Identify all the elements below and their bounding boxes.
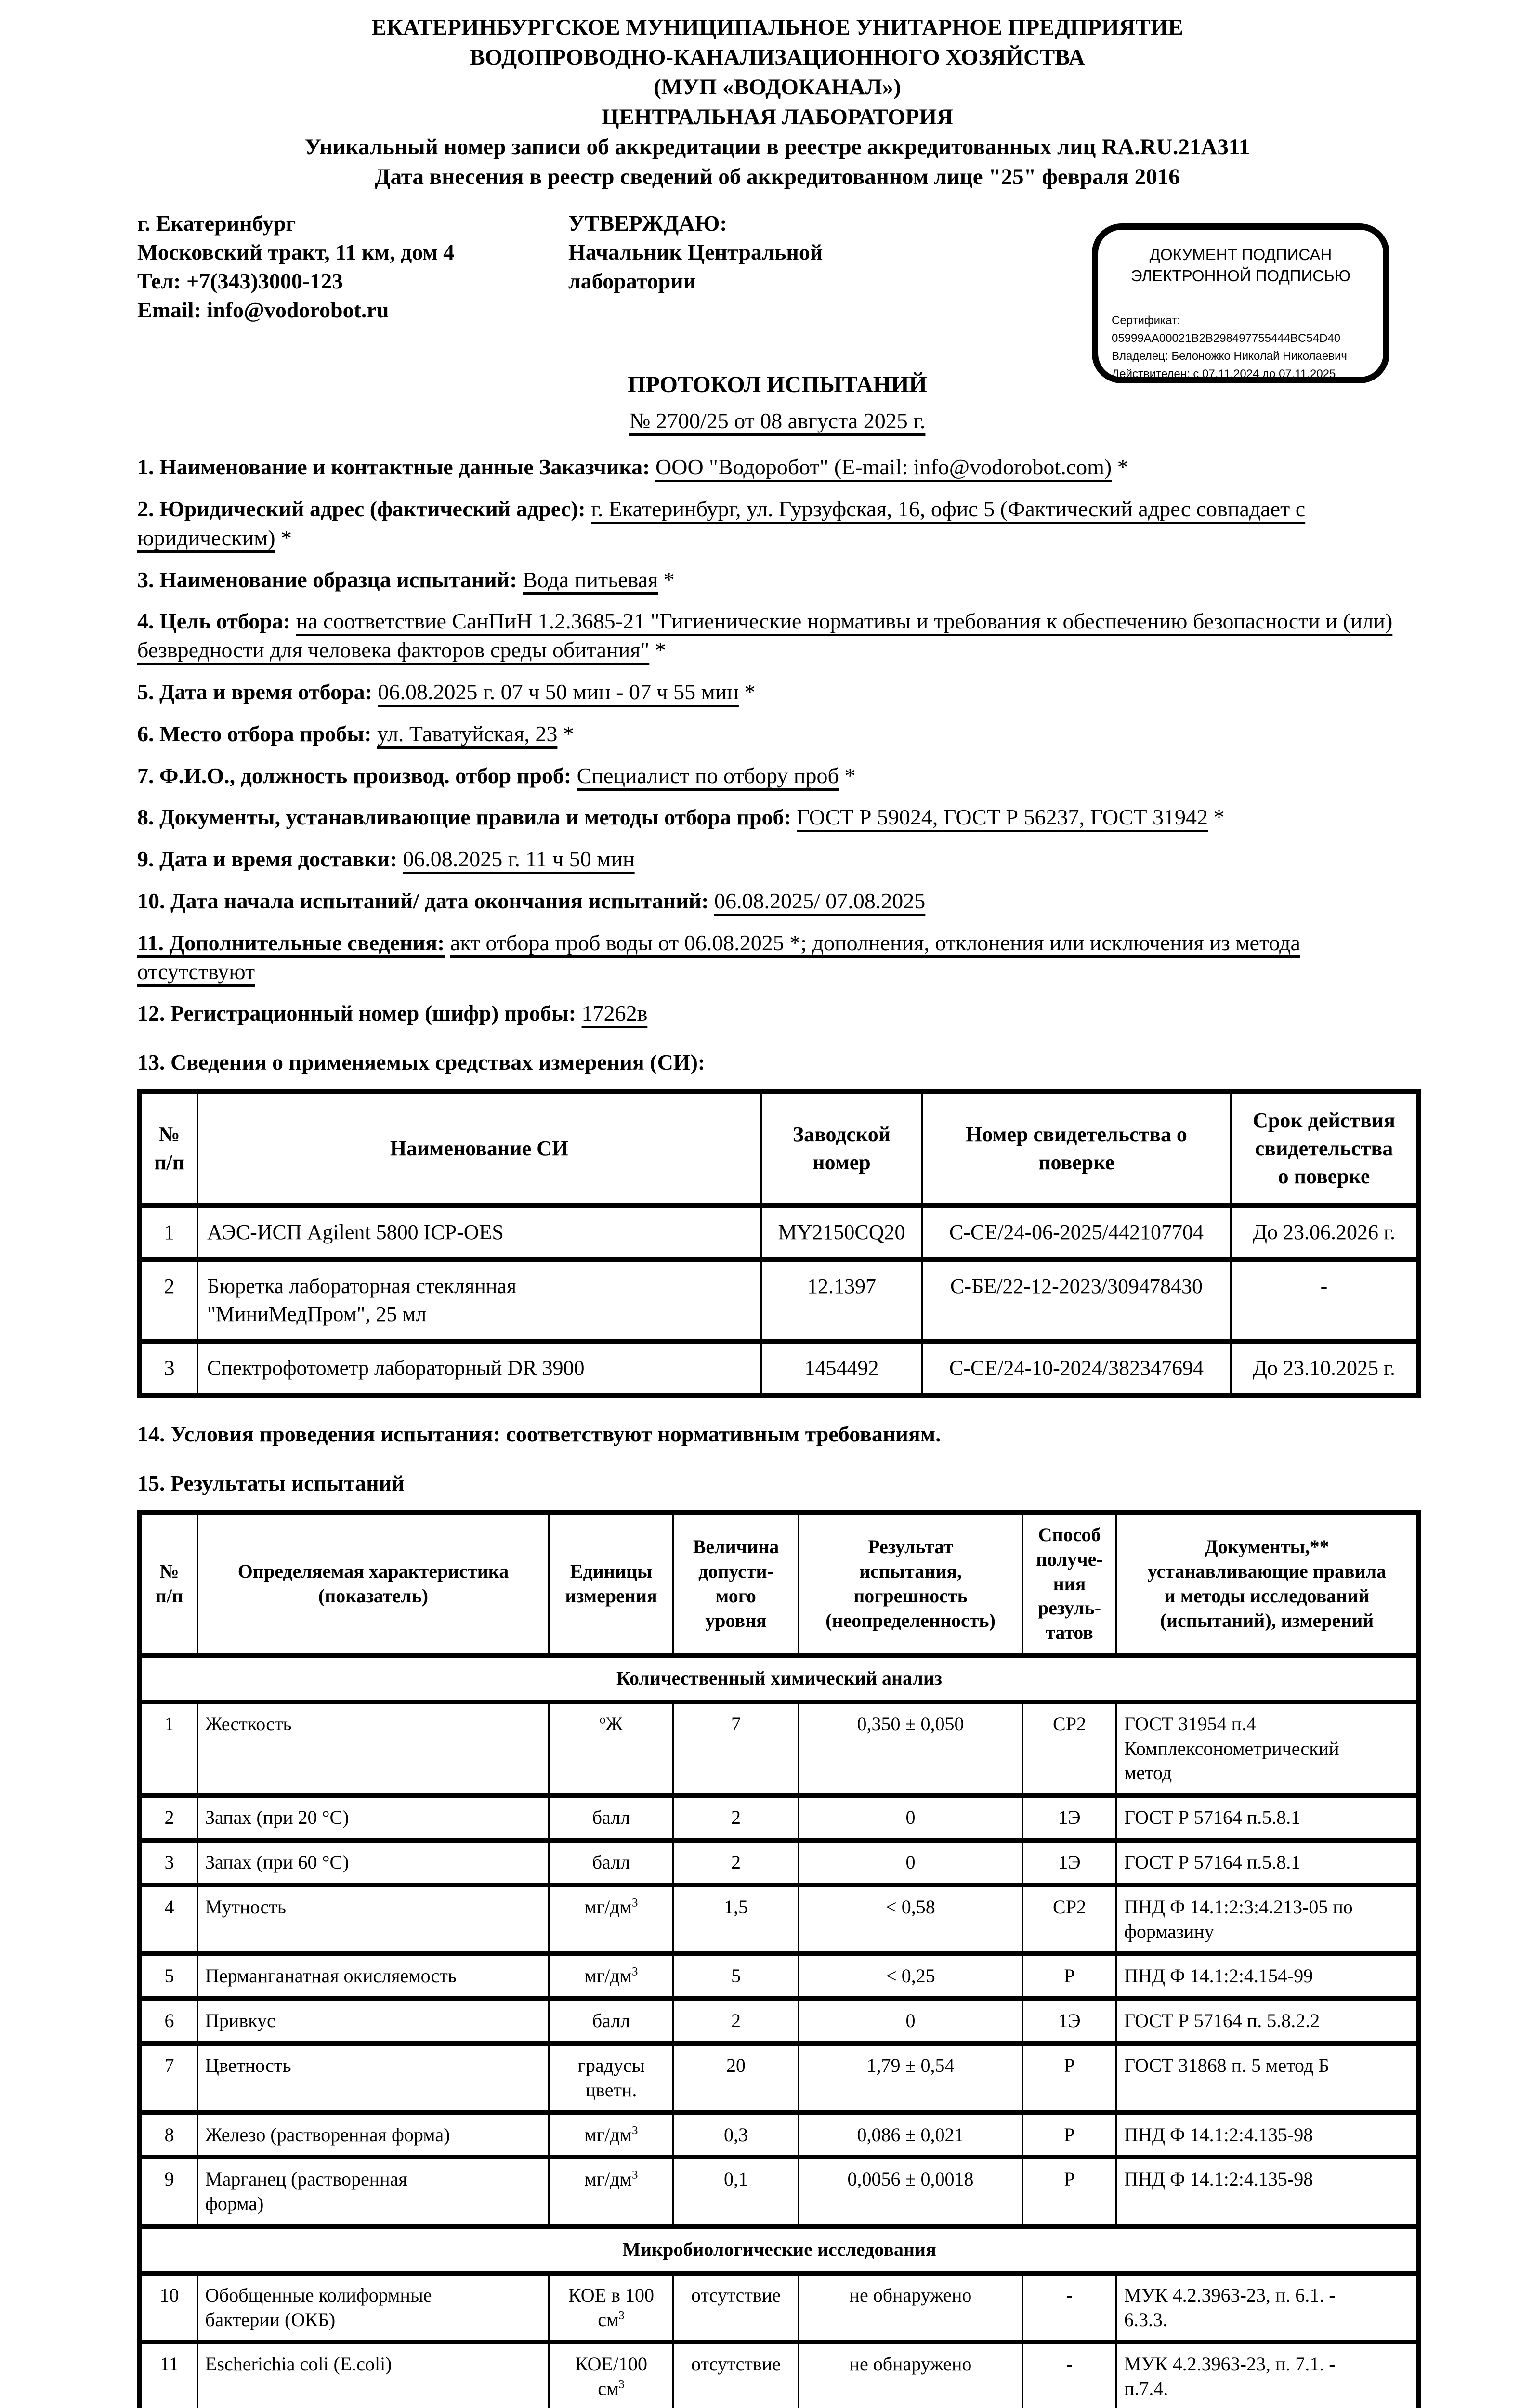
table-row: [140, 2342, 1419, 2408]
instrument-name-cell: Спектрофотометр лабораторный DR 3900: [197, 1341, 761, 1395]
table-row: [140, 1795, 1419, 1840]
characteristic-cell: Перманганатная окисляемость: [197, 1954, 549, 1999]
item-label: 7. Ф.И.О., должность производ. отбор проб:: [137, 763, 572, 788]
footnote-star: *: [563, 721, 574, 746]
allowed-level-cell: 2: [673, 1999, 799, 2043]
electronic-signature-stamp: [1092, 223, 1389, 383]
method-documents-cell: ГОСТ Р 57164 п. 5.8.2.2: [1116, 1999, 1419, 2043]
instrument-name-cell: АЭС-ИСП Agilent 5800 ICP-OES: [197, 1205, 761, 1259]
stamp-owner: Владелец: Белоножко Николай Николаевич: [1112, 350, 1347, 363]
allowed-level-cell: отсутствие: [673, 2273, 799, 2343]
row-number-cell: 9: [140, 2157, 197, 2226]
test-result-cell: 0,086 ± 0,021: [799, 2113, 1022, 2158]
accreditation-number-line: Уникальный номер записи об аккредитации в реестре аккредитованных лиц RA.RU.21А311: [304, 134, 1250, 159]
footnote-star: *: [281, 525, 292, 550]
units-cell: $мг/дм^3$: [549, 1954, 673, 1999]
test-result-cell: не обнаружено: [799, 2273, 1022, 2343]
numbered-item: [137, 678, 1417, 707]
approval-position-line2: лаборатории: [568, 269, 696, 293]
table-row: [140, 1885, 1419, 1954]
result-method-cell: СР2: [1022, 1885, 1116, 1954]
header-test-result: Результат испытания, погрешность (неопределенность): [799, 1513, 1022, 1655]
units-cell: КОЕ/100 $см^3$: [549, 2342, 673, 2408]
units-cell: балл: [549, 1840, 673, 1885]
table-row: [140, 1999, 1419, 2043]
test-result-cell: 1,79 ± 0,54: [799, 2043, 1022, 2113]
accreditation-date-line: Дата внесения в реестр сведений об аккредитованном лице "25" февраля 2016: [375, 164, 1180, 189]
method-documents-cell: МУК 4.2.3963-23, п. 6.1. - 6.3.3.: [1116, 2273, 1419, 2343]
table-row: [140, 1341, 1419, 1395]
top-info-section: [137, 209, 1417, 380]
row-number-cell: 3: [140, 1341, 197, 1395]
stamp-certificate: Сертификат: 05999AA00021B2B298497755444BC54D40: [1112, 314, 1341, 345]
result-method-cell: Р: [1022, 2113, 1116, 2158]
contact-phone: Тел: +7(343)3000-123: [137, 269, 343, 293]
allowed-level-cell: 20: [673, 2043, 799, 2113]
approval-title: УТВЕРЖДАЮ:: [568, 211, 727, 236]
serial-number-cell: MY2150CQ20: [761, 1205, 922, 1259]
header-result-method: Способ получе- ния резуль- татов: [1022, 1513, 1116, 1655]
header-units: Единицы измерения: [549, 1513, 673, 1655]
characteristic-cell: Запах (при 20 °С): [197, 1795, 549, 1840]
method-documents-cell: ПНД Ф 14.1:2:4.135-98: [1116, 2113, 1419, 2158]
test-results-table: [137, 1510, 1421, 2408]
numbered-item: [137, 607, 1417, 665]
item-label: 1. Наименование и контактные данные Заказчика:: [137, 455, 650, 480]
table-row: [140, 1702, 1419, 1795]
contact-address: Московский тракт, 11 км, дом 4: [137, 240, 455, 264]
item-value: ООО "Водоробот" (E-mail: info@vodorobot.com): [655, 455, 1112, 480]
row-number-cell: 1: [140, 1205, 197, 1259]
header-certificate-validity: Срок действия свидетельства о поверке: [1231, 1092, 1419, 1205]
numbered-item: [137, 565, 1417, 594]
numbered-item: [137, 887, 1417, 916]
numbered-item: [137, 720, 1417, 748]
item-label: 12. Регистрационный номер (шифр) пробы:: [137, 1001, 577, 1026]
row-number-cell: 5: [140, 1954, 197, 1999]
item-value: 06.08.2025 г. 11 ч 50 мин: [403, 847, 635, 872]
stamp-details: [1112, 312, 1370, 383]
allowed-level-cell: отсутствие: [673, 2342, 799, 2408]
result-method-cell: 1Э: [1022, 1795, 1116, 1840]
row-number-cell: 11: [140, 2342, 197, 2408]
document-header: [137, 13, 1417, 192]
characteristic-cell: Привкус: [197, 1999, 549, 2043]
group-header: Количественный химический анализ: [140, 1655, 1419, 1702]
method-documents-cell: ГОСТ 31868 п. 5 метод Б: [1116, 2043, 1419, 2113]
units-cell: балл: [549, 1999, 673, 2043]
row-number-cell: 3: [140, 1840, 197, 1885]
method-documents-cell: ПНД Ф 14.1:2:4.154-99: [1116, 1954, 1419, 1999]
header-method-documents: Документы,** устанавливающие правила и методы исследований (испытаний), измерений: [1116, 1513, 1419, 1655]
units-cell: $мг/дм^3$: [549, 1885, 673, 1954]
table-row: [140, 2113, 1419, 2158]
numbered-item: [137, 845, 1417, 874]
table-row: [140, 2043, 1419, 2113]
item-value: акт отбора проб воды от 06.08.2025 *; дополнения, отклонения или исключения из метода отсутствуют: [137, 930, 1300, 984]
group-header-row: [140, 1655, 1419, 1702]
characteristic-cell: Обобщенные колиформные бактерии (ОКБ): [197, 2273, 549, 2343]
row-number-cell: 7: [140, 2043, 197, 2113]
table-row: [140, 1205, 1419, 1259]
result-method-cell: 1Э: [1022, 1840, 1116, 1885]
header-verification-certificate: Номер свидетельства о поверке: [922, 1092, 1231, 1205]
item-value: 06.08.2025/ 07.08.2025: [714, 888, 926, 913]
section15-title: 15. Результаты испытаний: [137, 1471, 405, 1496]
item-label: 4. Цель отбора:: [137, 609, 291, 634]
row-number-cell: 4: [140, 1885, 197, 1954]
group-header-row: [140, 2226, 1419, 2273]
method-documents-cell: ГОСТ Р 57164 п.5.8.1: [1116, 1840, 1419, 1885]
item-value: ГОСТ Р 59024, ГОСТ Р 56237, ГОСТ 31942: [797, 805, 1208, 830]
test-result-cell: 0: [799, 1795, 1022, 1840]
footnote-star: *: [744, 679, 756, 704]
result-method-cell: -: [1022, 2342, 1116, 2408]
item-label: 8. Документы, устанавливающие правила и методы отбора проб:: [137, 805, 791, 830]
section14-text: 14. Условия проведения испытания: соответствуют нормативным требованиям.: [137, 1422, 941, 1447]
section13-title: 13. Сведения о применяемых средствах измерения (СИ):: [137, 1050, 706, 1075]
allowed-level-cell: 1,5: [673, 1885, 799, 1954]
row-number-cell: 8: [140, 2113, 197, 2158]
footnote-star: *: [1213, 805, 1225, 830]
characteristic-cell: Жесткость: [197, 1702, 549, 1795]
footnote-star: *: [655, 638, 666, 663]
footnote-star: *: [663, 567, 675, 592]
result-method-cell: 1Э: [1022, 1999, 1116, 2043]
contact-city: г. Екатеринбург: [137, 211, 296, 236]
item-value: 06.08.2025 г. 07 ч 50 мин - 07 ч 55 мин: [378, 679, 739, 704]
org-name-line2: ВОДОПРОВОДНО-КАНАЛИЗАЦИОННОГО ХОЗЯЙСТВА: [470, 45, 1085, 70]
serial-number-cell: 1454492: [761, 1341, 922, 1395]
test-result-cell: < 0,58: [799, 1885, 1022, 1954]
test-result-cell: не обнаружено: [799, 2342, 1022, 2408]
footnote-star: *: [844, 763, 856, 788]
stamp-title-line1: ДОКУМЕНТ ПОДПИСАН: [1149, 246, 1332, 263]
instrument-name-cell: Бюретка лабораторная стеклянная "МиниМедПром", 25 мл: [197, 1259, 761, 1341]
allowed-level-cell: 2: [673, 1795, 799, 1840]
verification-certificate-cell: С-БЕ/22-12-2023/309478430: [922, 1259, 1231, 1341]
method-documents-cell: ГОСТ Р 57164 п.5.8.1: [1116, 1795, 1419, 1840]
table-row: [140, 2157, 1419, 2226]
numbered-items: [137, 453, 1417, 1028]
characteristic-cell: Escherichia coli (E.coli): [197, 2342, 549, 2408]
approval-position-line1: Начальник Центральной: [568, 240, 823, 264]
stamp-validity: Действителен: с 07.11.2024 до 07.11.2025: [1112, 367, 1336, 380]
row-number-cell: 2: [140, 1259, 197, 1341]
units-cell: $^о$Ж: [549, 1702, 673, 1795]
certificate-validity-cell: -: [1231, 1259, 1419, 1341]
table-row: [140, 1954, 1419, 1999]
characteristic-cell: Железо (растворенная форма): [197, 2113, 549, 2158]
certificate-validity-cell: До 23.06.2026 г.: [1231, 1205, 1419, 1259]
protocol-number-line: [137, 406, 1417, 435]
allowed-level-cell: 0,3: [673, 2113, 799, 2158]
item-label: 2. Юридический адрес (фактический адрес):: [137, 496, 586, 521]
result-method-cell: Р: [1022, 1954, 1116, 1999]
allowed-level-cell: 7: [673, 1702, 799, 1795]
lab-name: ЦЕНТРАЛЬНАЯ ЛАБОРАТОРИЯ: [601, 105, 953, 130]
org-name-line3: (МУП «ВОДОКАНАЛ»): [654, 75, 901, 100]
table-row: [140, 1840, 1419, 1885]
certificate-validity-cell: До 23.10.2025 г.: [1231, 1341, 1419, 1395]
allowed-level-cell: 5: [673, 1954, 799, 1999]
contact-email: Email: info@vodorobot.ru: [137, 298, 389, 322]
item-label: 11. Дополнительные сведения:: [137, 930, 445, 955]
numbered-item: [137, 999, 1417, 1028]
row-number-cell: 10: [140, 2273, 197, 2343]
method-documents-cell: ПНД Ф 14.1:2:3:4.213-05 по формазину: [1116, 1885, 1419, 1954]
method-documents-cell: МУК 4.2.3963-23, п. 7.1. - п.7.4.: [1116, 2342, 1419, 2408]
test-result-cell: 0,0056 ± 0,0018: [799, 2157, 1022, 2226]
stamp-title-line2: ЭЛЕКТРОННОЙ ПОДПИСЬЮ: [1130, 267, 1351, 285]
characteristic-cell: Марганец (растворенная форма): [197, 2157, 549, 2226]
footnote-star: *: [1117, 455, 1128, 480]
units-cell: балл: [549, 1795, 673, 1840]
table-header-row: [140, 1513, 1419, 1655]
item-value: Вода питьевая: [523, 567, 658, 592]
test-result-cell: 0: [799, 1999, 1022, 2043]
units-cell: градусы цветн.: [549, 2043, 673, 2113]
item-label: 5. Дата и время отбора:: [137, 679, 372, 704]
lab-contacts-block: [137, 209, 454, 325]
units-cell: $мг/дм^3$: [549, 2113, 673, 2158]
item-label: 10. Дата начала испытаний/ дата окончания испытаний:: [137, 888, 709, 913]
table-row: [140, 2273, 1419, 2343]
header-row-number: № п/п: [140, 1513, 197, 1655]
result-method-cell: СР2: [1022, 1702, 1116, 1795]
item-label: 9. Дата и время доставки:: [137, 847, 397, 872]
numbered-item: [137, 803, 1417, 832]
protocol-number-value: № 2700/25 от 08 августа 2025 г.: [629, 408, 926, 433]
result-method-cell: Р: [1022, 2043, 1116, 2113]
header-instrument-name: Наименование СИ: [197, 1092, 761, 1205]
group-header: Микробиологические исследования: [140, 2226, 1419, 2273]
result-method-cell: -: [1022, 2273, 1116, 2343]
verification-certificate-cell: С-СЕ/24-10-2024/382347694: [922, 1341, 1231, 1395]
item-label: 6. Место отбора пробы:: [137, 721, 372, 746]
units-cell: $мг/дм^3$: [549, 2157, 673, 2226]
item-value: Специалист по отбору проб: [577, 763, 839, 788]
header-allowed-level: Величина допусти- мого уровня: [673, 1513, 799, 1655]
table-header-row: [140, 1092, 1419, 1205]
item-value: ул. Таватуйская, 23: [377, 721, 558, 746]
numbered-item: [137, 761, 1417, 790]
measurement-instruments-table: [137, 1089, 1421, 1398]
header-row-number: № п/п: [140, 1092, 197, 1205]
stamp-title: [1098, 244, 1383, 287]
item-label: 3. Наименование образца испытаний:: [137, 567, 517, 592]
org-name-line1: ЕКАТЕРИНБУРГСКОЕ МУНИЦИПАЛЬНОЕ УНИТАРНОЕ ПРЕДПРИЯТИЕ: [371, 15, 1183, 40]
item-value: на соответствие СанПиН 1.2.3685-21 "Гигиенические нормативы и требования к обеспечению безопасности и (или) безвредности для человека факторов среды обитания": [137, 609, 1393, 663]
numbered-item: [137, 495, 1417, 552]
numbered-item: [137, 453, 1417, 482]
approval-block: [568, 209, 886, 296]
row-number-cell: 2: [140, 1795, 197, 1840]
item-value: г. Екатеринбург, ул. Гурзуфская, 16, офис 5 (Фактический адрес совпадает с юридическим): [137, 496, 1306, 550]
allowed-level-cell: 0,1: [673, 2157, 799, 2226]
header-characteristic: Определяемая характеристика (показатель): [197, 1513, 549, 1655]
row-number-cell: 6: [140, 1999, 197, 2043]
characteristic-cell: Цветность: [197, 2043, 549, 2113]
header-serial-number: Заводской номер: [761, 1092, 922, 1205]
units-cell: КОЕ в 100 $см^3$: [549, 2273, 673, 2343]
characteristic-cell: Мутность: [197, 1885, 549, 1954]
test-result-cell: 0,350 ± 0,050: [799, 1702, 1022, 1795]
numbered-item: [137, 929, 1417, 986]
test-result-cell: < 0,25: [799, 1954, 1022, 1999]
method-documents-cell: ПНД Ф 14.1:2:4.135-98: [1116, 2157, 1419, 2226]
characteristic-cell: Запах (при 60 °С): [197, 1840, 549, 1885]
result-method-cell: Р: [1022, 2157, 1116, 2226]
serial-number-cell: 12.1397: [761, 1259, 922, 1341]
table-row: [140, 1259, 1419, 1341]
item-value: 17262в: [581, 1001, 648, 1026]
verification-certificate-cell: С-СЕ/24-06-2025/442107704: [922, 1205, 1231, 1259]
test-result-cell: 0: [799, 1840, 1022, 1885]
method-documents-cell: ГОСТ 31954 п.4 Комплексонометрический метод: [1116, 1702, 1419, 1795]
allowed-level-cell: 2: [673, 1840, 799, 1885]
row-number-cell: 1: [140, 1702, 197, 1795]
protocol-title: ПРОТОКОЛ ИСПЫТАНИЙ: [628, 372, 927, 397]
